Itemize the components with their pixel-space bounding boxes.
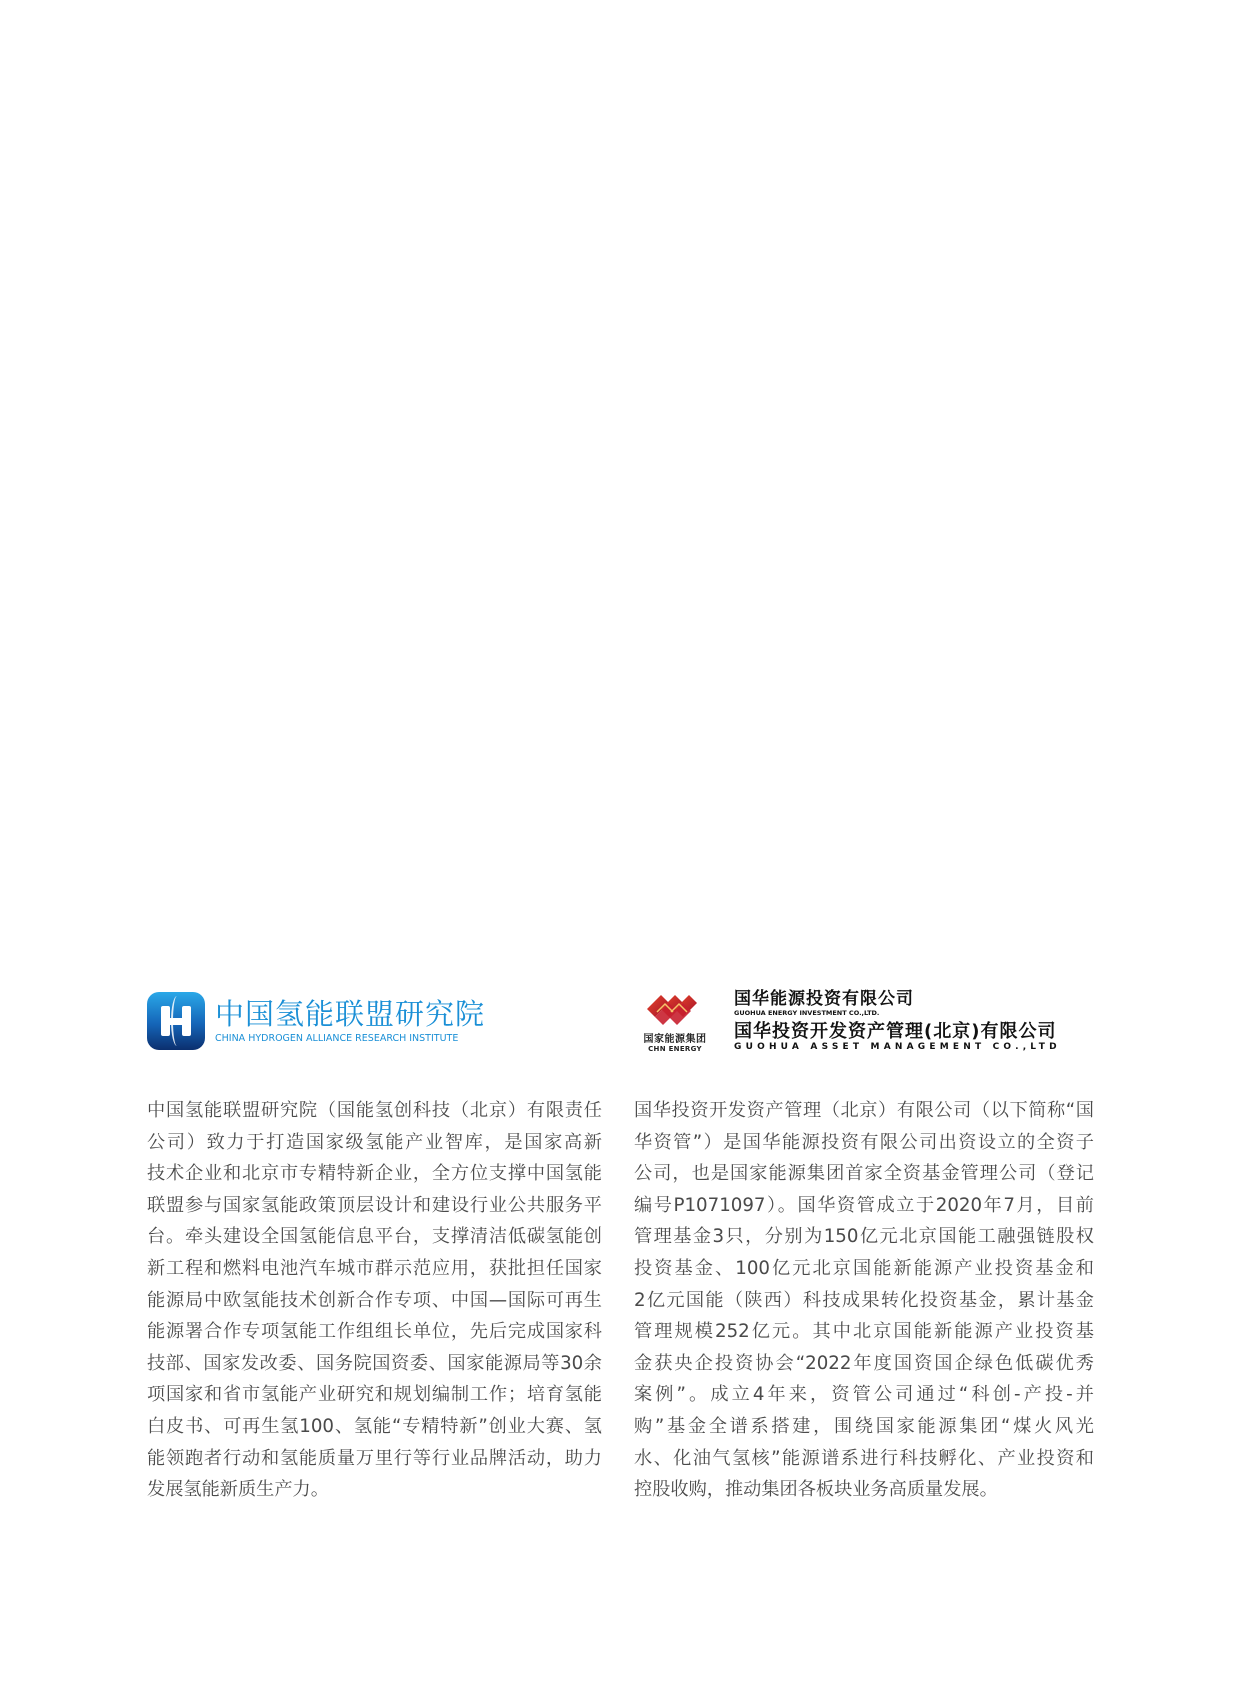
paragraph-line: 管理基金3只，分别为150亿元北京国能工融强链股权 — [634, 1226, 1094, 1248]
hydrogen-alliance-description — [147, 1095, 602, 1506]
hydrogen-alliance-logo — [147, 985, 602, 1057]
paragraph-line: 投资基金、100亿元北京国能新能源产业投资基金和 — [634, 1257, 1094, 1279]
guohua-section — [634, 985, 1094, 1506]
paragraph-line: 控股收购，推动集团各板块业务高质量发展。 — [634, 1479, 998, 1501]
logo-cn-name: 中国氢能联盟研究院 — [215, 997, 486, 1031]
paragraph-line: 金获央企投资协会“2022年度国资国企绿色低碳优秀 — [634, 1352, 1094, 1374]
paragraph-line: 管理规模252亿元。其中北京国能新能源产业投资基 — [634, 1321, 1094, 1343]
paragraph-line: 案例”。成立4年来，资管公司通过“科创-产投-并 — [634, 1384, 1094, 1406]
paragraph-line: 公司）致力于打造国家级氢能产业智库，是国家高新 — [147, 1131, 602, 1153]
hydrogen-h-logo-icon — [147, 992, 205, 1050]
company2-en-name: GUOHUA ASSET MANAGEMENT CO.,LTD — [734, 1042, 1061, 1052]
guohua-logo — [634, 985, 1094, 1057]
paragraph-line: 公司，也是国家能源集团首家全资基金管理公司（登记 — [634, 1163, 1094, 1185]
paragraph-line: 新工程和燃料电池汽车城市群示范应用，获批担任国家 — [147, 1257, 602, 1279]
paragraph-line: 技术企业和北京市专精特新企业，全方位支撑中国氢能 — [147, 1163, 602, 1185]
paragraph-line: 技部、国家发改委、国务院国资委、国家能源局等30余 — [147, 1352, 602, 1374]
paragraph-line: 华资管”）是国华能源投资有限公司出资设立的全资子 — [634, 1131, 1094, 1153]
group-en-name: CHN ENERGY — [648, 1044, 702, 1053]
paragraph-line: 能源局中欧氢能技术创新合作专项、中国—国际可再生 — [147, 1289, 602, 1311]
company1-en-name: GUOHUA ENERGY INVESTMENT CO.,LTD. — [734, 1009, 880, 1017]
paragraph-line: 2亿元国能（陕西）科技成果转化投资基金，累计基金 — [634, 1289, 1094, 1311]
paragraph-line: 白皮书、可再生氢100、氢能“专精特新”创业大赛、氢 — [147, 1415, 602, 1437]
paragraph-line: 发展氢能新质生产力。 — [147, 1479, 329, 1501]
paragraph-line: 能源署合作专项氢能工作组组长单位，先后完成国家科 — [147, 1321, 602, 1343]
paragraph-line: 能领跑者行动和氢能质量万里行等行业品牌活动，助力 — [147, 1447, 602, 1469]
guohua-description — [634, 1095, 1094, 1506]
company2-cn-name: 国华投资开发资产管理(北京)有限公司 — [734, 1021, 1057, 1042]
paragraph-line: 台。牵头建设全国氢能信息平台，支撑清洁低碳氢能创 — [147, 1226, 602, 1248]
hydrogen-alliance-section — [147, 985, 602, 1506]
paragraph-line: 联盟参与国家氢能政策顶层设计和建设行业公共服务平 — [147, 1194, 602, 1216]
paragraph-line: 中国氢能联盟研究院（国能氢创科技（北京）有限责任 — [147, 1100, 602, 1121]
paragraph-line: 编号P1071097）。国华资管成立于2020年7月，目前 — [634, 1194, 1094, 1216]
paragraph-line: 水、化油气氢核”能源谱系进行科技孵化、产业投资和 — [634, 1447, 1094, 1469]
paragraph-line: 国华投资开发资产管理（北京）有限公司（以下简称“国 — [634, 1100, 1094, 1121]
group-cn-name: 国家能源集团 — [643, 1033, 707, 1045]
logo-en-name: CHINA HYDROGEN ALLIANCE RESEARCH INSTITUTE — [215, 1033, 459, 1044]
paragraph-line: 购”基金全谱系搭建，围绕国家能源集团“煤火风光 — [634, 1415, 1094, 1437]
chn-energy-emblem-icon — [643, 990, 707, 1028]
chn-energy-logo — [634, 990, 716, 1053]
company1-cn-name: 国华能源投资有限公司 — [734, 989, 914, 1009]
paragraph-line: 项国家和省市氢能产业研究和规划编制工作；培育氢能 — [147, 1384, 602, 1406]
